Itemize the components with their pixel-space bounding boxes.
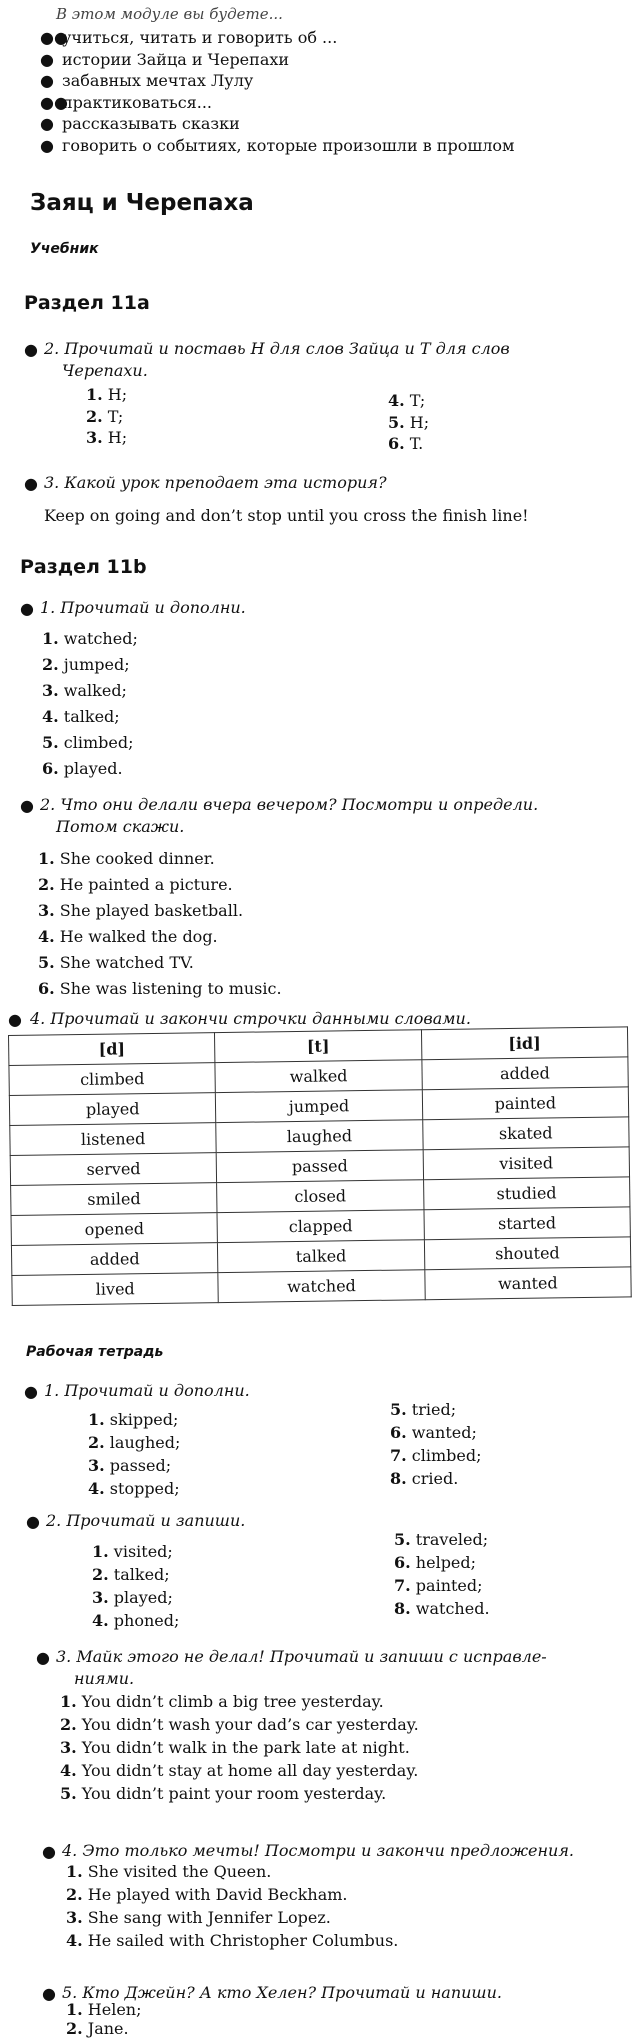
table-cell: laughed [216, 1120, 423, 1153]
item-text: She played basketball. [59, 901, 244, 920]
item-number: 3. [66, 1908, 83, 1927]
list-item [66, 2019, 142, 2038]
item-text: phoned; [113, 1611, 180, 1630]
item-text: You didn’t stay at home all day yesterday. [81, 1761, 419, 1780]
list-item [388, 390, 429, 412]
table-cell: clapped [217, 1210, 424, 1243]
item-text: watched; [63, 629, 138, 648]
item-number: 4. [66, 1931, 83, 1950]
list-item [88, 1454, 180, 1477]
intro-item [40, 70, 514, 92]
bullet-icon: ●● [40, 28, 68, 47]
item-text: tried; [411, 1400, 457, 1419]
item-text: She cooked dinner. [59, 849, 215, 868]
list-item [92, 1563, 179, 1586]
item-text: walked; [63, 681, 127, 700]
intro-item-text: истории Зайца и Черепахи [62, 49, 290, 69]
answers-left [86, 384, 127, 449]
item-text: He played with David Beckham. [87, 1885, 348, 1904]
item-text: laughed; [109, 1433, 181, 1452]
list-item [388, 412, 429, 434]
item-text: talked; [113, 1565, 170, 1584]
item-text: You didn’t climb a big tree yesterday. [81, 1692, 384, 1711]
item-number: 6. [42, 759, 59, 778]
list-item [86, 406, 127, 428]
item-number: 2. [92, 1565, 109, 1584]
table-cell: shouted [424, 1237, 631, 1270]
bullet-icon: ● [42, 1842, 56, 1861]
item-number: 8. [390, 1469, 407, 1488]
answers-list [42, 626, 138, 782]
item-text: He painted a picture. [59, 875, 233, 894]
list-item [394, 1551, 490, 1574]
task-text-line: Черепахи. [62, 360, 148, 380]
workbook-task-1 [24, 1380, 250, 1402]
item-number: 2. [38, 875, 55, 894]
item-text: Helen; [87, 2000, 142, 2019]
task-11a-3-answer: Keep on going and don’t stop until you cross the finish line! [44, 506, 529, 525]
table-cell: jumped [216, 1090, 423, 1123]
item-number: 1. [66, 1862, 83, 1881]
item-number: 3. [60, 1738, 77, 1757]
item-number: 3. [92, 1588, 109, 1607]
list-item [390, 1467, 482, 1490]
table-cell: visited [423, 1147, 630, 1180]
item-text: T; [107, 406, 124, 426]
bullet-icon: ● [42, 1984, 56, 2003]
bullet-icon: ● [40, 49, 54, 69]
item-text: H; [409, 412, 430, 432]
table-cell: skated [422, 1117, 629, 1150]
list-item [38, 976, 282, 1002]
item-number: 4. [388, 391, 405, 410]
item-text: H; [107, 428, 128, 448]
workbook-task-2 [26, 1510, 246, 1532]
list-item [88, 1477, 180, 1500]
item-text: passed; [109, 1456, 172, 1475]
answers-list [66, 1860, 398, 1952]
bullet-icon: ● [40, 71, 54, 91]
intro-title: В этом модуле вы будете... [56, 5, 283, 23]
list-item [66, 2000, 142, 2019]
list-item [66, 1860, 398, 1883]
intro-list [40, 27, 514, 157]
item-number: 3. [42, 681, 59, 700]
item-number: 1. [86, 385, 103, 404]
item-number: 7. [394, 1576, 411, 1595]
table-cell: added [11, 1243, 218, 1276]
textbook-label: Учебник [30, 241, 99, 257]
workbook-task-3 [36, 1646, 547, 1689]
intro-item-text: учиться, читать и говорить об ... [62, 28, 338, 47]
table-header: [t] [215, 1030, 422, 1063]
page-title: Заяц и Черепаха [30, 190, 254, 216]
table-cell: started [424, 1207, 631, 1240]
intro-item-text: рассказывать сказки [62, 114, 240, 134]
item-text: T; [409, 391, 426, 410]
list-item [66, 1929, 398, 1952]
list-item [42, 756, 138, 782]
task-text: 5. Кто Джейн? А кто Хелен? Прочитай и напиши. [62, 1983, 502, 2002]
task-11b-2 [20, 794, 539, 837]
task-text: 4. Прочитай и закончи строчки данными словами. [30, 1009, 471, 1028]
task-text-line: Потом скажи. [56, 816, 185, 836]
item-number: 6. [38, 979, 55, 998]
workbook-label: Рабочая тетрадь [26, 1344, 164, 1360]
list-item [60, 1713, 419, 1736]
list-item [390, 1398, 482, 1421]
task-text-line: 2. Что они делали вчера вечером? Посмотри и определи. [40, 795, 539, 814]
task-text-line: 3. Майк этого не делал! Прочитай и запиши с исправле- [56, 1647, 547, 1666]
intro-item-text: практиковаться... [62, 92, 213, 112]
list-item [60, 1759, 419, 1782]
task-11b-4 [8, 1008, 471, 1030]
task-11b-1 [20, 597, 246, 619]
list-item [42, 626, 138, 652]
list-item [88, 1408, 180, 1431]
task-text: 1. Прочитай и дополни. [40, 598, 246, 617]
item-text: played; [113, 1588, 173, 1607]
list-item [390, 1444, 482, 1467]
table-cell: studied [423, 1177, 630, 1210]
task-text-line: 2. Прочитай и поставь H для слов Зайца и T для слов [44, 339, 510, 358]
table-cell: listened [10, 1123, 217, 1156]
bullet-icon: ● [40, 135, 54, 155]
bullet-icon: ● [20, 599, 34, 618]
bullet-icon: ● [24, 1382, 38, 1401]
list-item [38, 846, 282, 872]
table-cell: lived [12, 1273, 219, 1306]
table-cell: wanted [424, 1267, 631, 1300]
bullet-icon: ● [26, 1512, 40, 1531]
bullet-icon: ● [24, 340, 38, 359]
item-text: You didn’t walk in the park late at night. [81, 1738, 410, 1757]
item-text: She sang with Jennifer Lopez. [87, 1908, 331, 1927]
table-header: [d] [9, 1033, 216, 1066]
item-text: You didn’t wash your dad’s car yesterday. [81, 1715, 419, 1734]
item-text: wanted; [411, 1423, 477, 1442]
list-item [394, 1597, 490, 1620]
task-text: 4. Это только мечты! Посмотри и закончи предложения. [62, 1841, 574, 1860]
item-text: visited; [113, 1542, 173, 1561]
item-number: 3. [38, 901, 55, 920]
table-cell: played [9, 1093, 216, 1126]
list-item [394, 1574, 490, 1597]
answers-list [66, 2000, 142, 2038]
item-text: stopped; [109, 1479, 180, 1498]
list-item [92, 1609, 179, 1632]
item-number: 6. [390, 1423, 407, 1442]
item-number: 2. [42, 655, 59, 674]
table-cell: painted [422, 1087, 629, 1120]
table-cell: opened [11, 1213, 218, 1246]
task-text: 2. Прочитай и запиши. [46, 1511, 246, 1530]
item-text: She visited the Queen. [87, 1862, 272, 1881]
intro-item [40, 92, 514, 114]
item-text: He walked the dog. [59, 927, 218, 946]
list-item [60, 1782, 419, 1805]
table-cell: passed [216, 1150, 423, 1183]
item-text: jumped; [63, 655, 130, 674]
item-number: 4. [38, 927, 55, 946]
item-number: 5. [390, 1400, 407, 1419]
intro-item-text: говорить о событиях, которые произошли в прошлом [62, 135, 515, 155]
list-item [38, 950, 282, 976]
list-item [38, 872, 282, 898]
task-text: 1. Прочитай и дополни. [44, 1381, 250, 1400]
list-item [66, 1906, 398, 1929]
list-item [42, 704, 138, 730]
answers-list [38, 846, 282, 1002]
item-number: 6. [394, 1553, 411, 1572]
list-item [86, 427, 127, 449]
intro-item [40, 135, 514, 157]
list-item [66, 1883, 398, 1906]
item-number: 2. [66, 1885, 83, 1904]
item-number: 5. [42, 733, 59, 752]
list-item [42, 730, 138, 756]
intro-item [40, 27, 514, 49]
list-item [88, 1431, 180, 1454]
item-text: T. [409, 434, 424, 454]
table-header: [id] [421, 1027, 628, 1060]
answers-right [388, 390, 429, 455]
list-item [86, 384, 127, 406]
bullet-icon: ● [36, 1648, 50, 1667]
item-number: 1. [66, 2000, 83, 2019]
table-cell: served [10, 1153, 217, 1186]
item-number: 8. [394, 1599, 411, 1618]
item-number: 5. [60, 1784, 77, 1803]
item-number: 1. [92, 1542, 109, 1561]
section-11a-heading: Раздел 11a [24, 292, 150, 314]
item-text: climbed; [63, 733, 134, 752]
bullet-icon: ● [24, 474, 38, 493]
intro-item-text: забавных мечтах Лулу [62, 71, 254, 91]
item-number: 3. [86, 428, 103, 448]
bullet-icon: ●● [40, 92, 68, 112]
list-item [394, 1528, 490, 1551]
item-number: 3. [88, 1456, 105, 1475]
list-item [388, 433, 429, 455]
task-text: 3. Какой урок преподает эта история? [44, 473, 387, 492]
item-text: helped; [415, 1553, 477, 1572]
item-text: played. [63, 759, 123, 778]
task-11a-2 [24, 338, 510, 381]
item-number: 1. [42, 629, 59, 648]
bullet-icon: ● [20, 796, 34, 815]
item-text: cried. [411, 1469, 459, 1488]
item-text: painted; [415, 1576, 483, 1595]
item-text: She watched TV. [59, 953, 194, 972]
verbs-table [8, 1026, 632, 1306]
task-11a-3 [24, 472, 387, 494]
list-item [38, 924, 282, 950]
item-number: 4. [92, 1611, 109, 1630]
list-item [60, 1690, 419, 1713]
table-cell: closed [217, 1180, 424, 1213]
section-11b-heading: Раздел 11b [20, 556, 147, 578]
list-item [390, 1421, 482, 1444]
table-cell: climbed [9, 1063, 216, 1096]
item-number: 2. [66, 2019, 83, 2038]
answers-left [88, 1408, 180, 1500]
item-text: watched. [415, 1599, 490, 1618]
list-item [38, 898, 282, 924]
item-number: 1. [60, 1692, 77, 1711]
item-number: 2. [86, 406, 103, 426]
table-cell: smiled [11, 1183, 218, 1216]
intro-item [40, 49, 514, 71]
answers-right [390, 1398, 482, 1490]
table-cell: walked [215, 1060, 422, 1093]
list-item [42, 652, 138, 678]
item-text: H; [107, 385, 128, 404]
table-cell: talked [218, 1240, 425, 1273]
item-number: 6. [388, 434, 405, 454]
item-number: 2. [60, 1715, 77, 1734]
list-item [60, 1736, 419, 1759]
item-text: She was listening to music. [59, 979, 282, 998]
item-number: 1. [88, 1410, 105, 1429]
item-text: climbed; [411, 1446, 482, 1465]
item-text: He sailed with Christopher Columbus. [87, 1931, 399, 1950]
list-item [42, 678, 138, 704]
item-text: You didn’t paint your room yesterday. [81, 1784, 387, 1803]
item-number: 4. [60, 1761, 77, 1780]
list-item [92, 1540, 179, 1563]
item-text: skipped; [109, 1410, 179, 1429]
item-number: 7. [390, 1446, 407, 1465]
bullet-icon: ● [40, 114, 54, 134]
table-cell: added [422, 1057, 629, 1090]
item-text: traveled; [415, 1530, 489, 1549]
intro-item [40, 113, 514, 135]
item-number: 2. [88, 1433, 105, 1452]
table-cell: watched [218, 1270, 425, 1303]
task-text-line: ниями. [74, 1668, 135, 1688]
list-item [92, 1586, 179, 1609]
item-number: 4. [42, 707, 59, 726]
item-text: talked; [63, 707, 120, 726]
item-number: 5. [388, 412, 405, 432]
answers-left [92, 1540, 179, 1632]
item-number: 5. [38, 953, 55, 972]
item-number: 1. [38, 849, 55, 868]
answers-right [394, 1528, 490, 1620]
workbook-task-4 [42, 1840, 574, 1862]
answers-list [60, 1690, 419, 1805]
item-number: 4. [88, 1479, 105, 1498]
bullet-icon: ● [8, 1010, 22, 1029]
item-text: Jane. [87, 2019, 129, 2038]
item-number: 5. [394, 1530, 411, 1549]
